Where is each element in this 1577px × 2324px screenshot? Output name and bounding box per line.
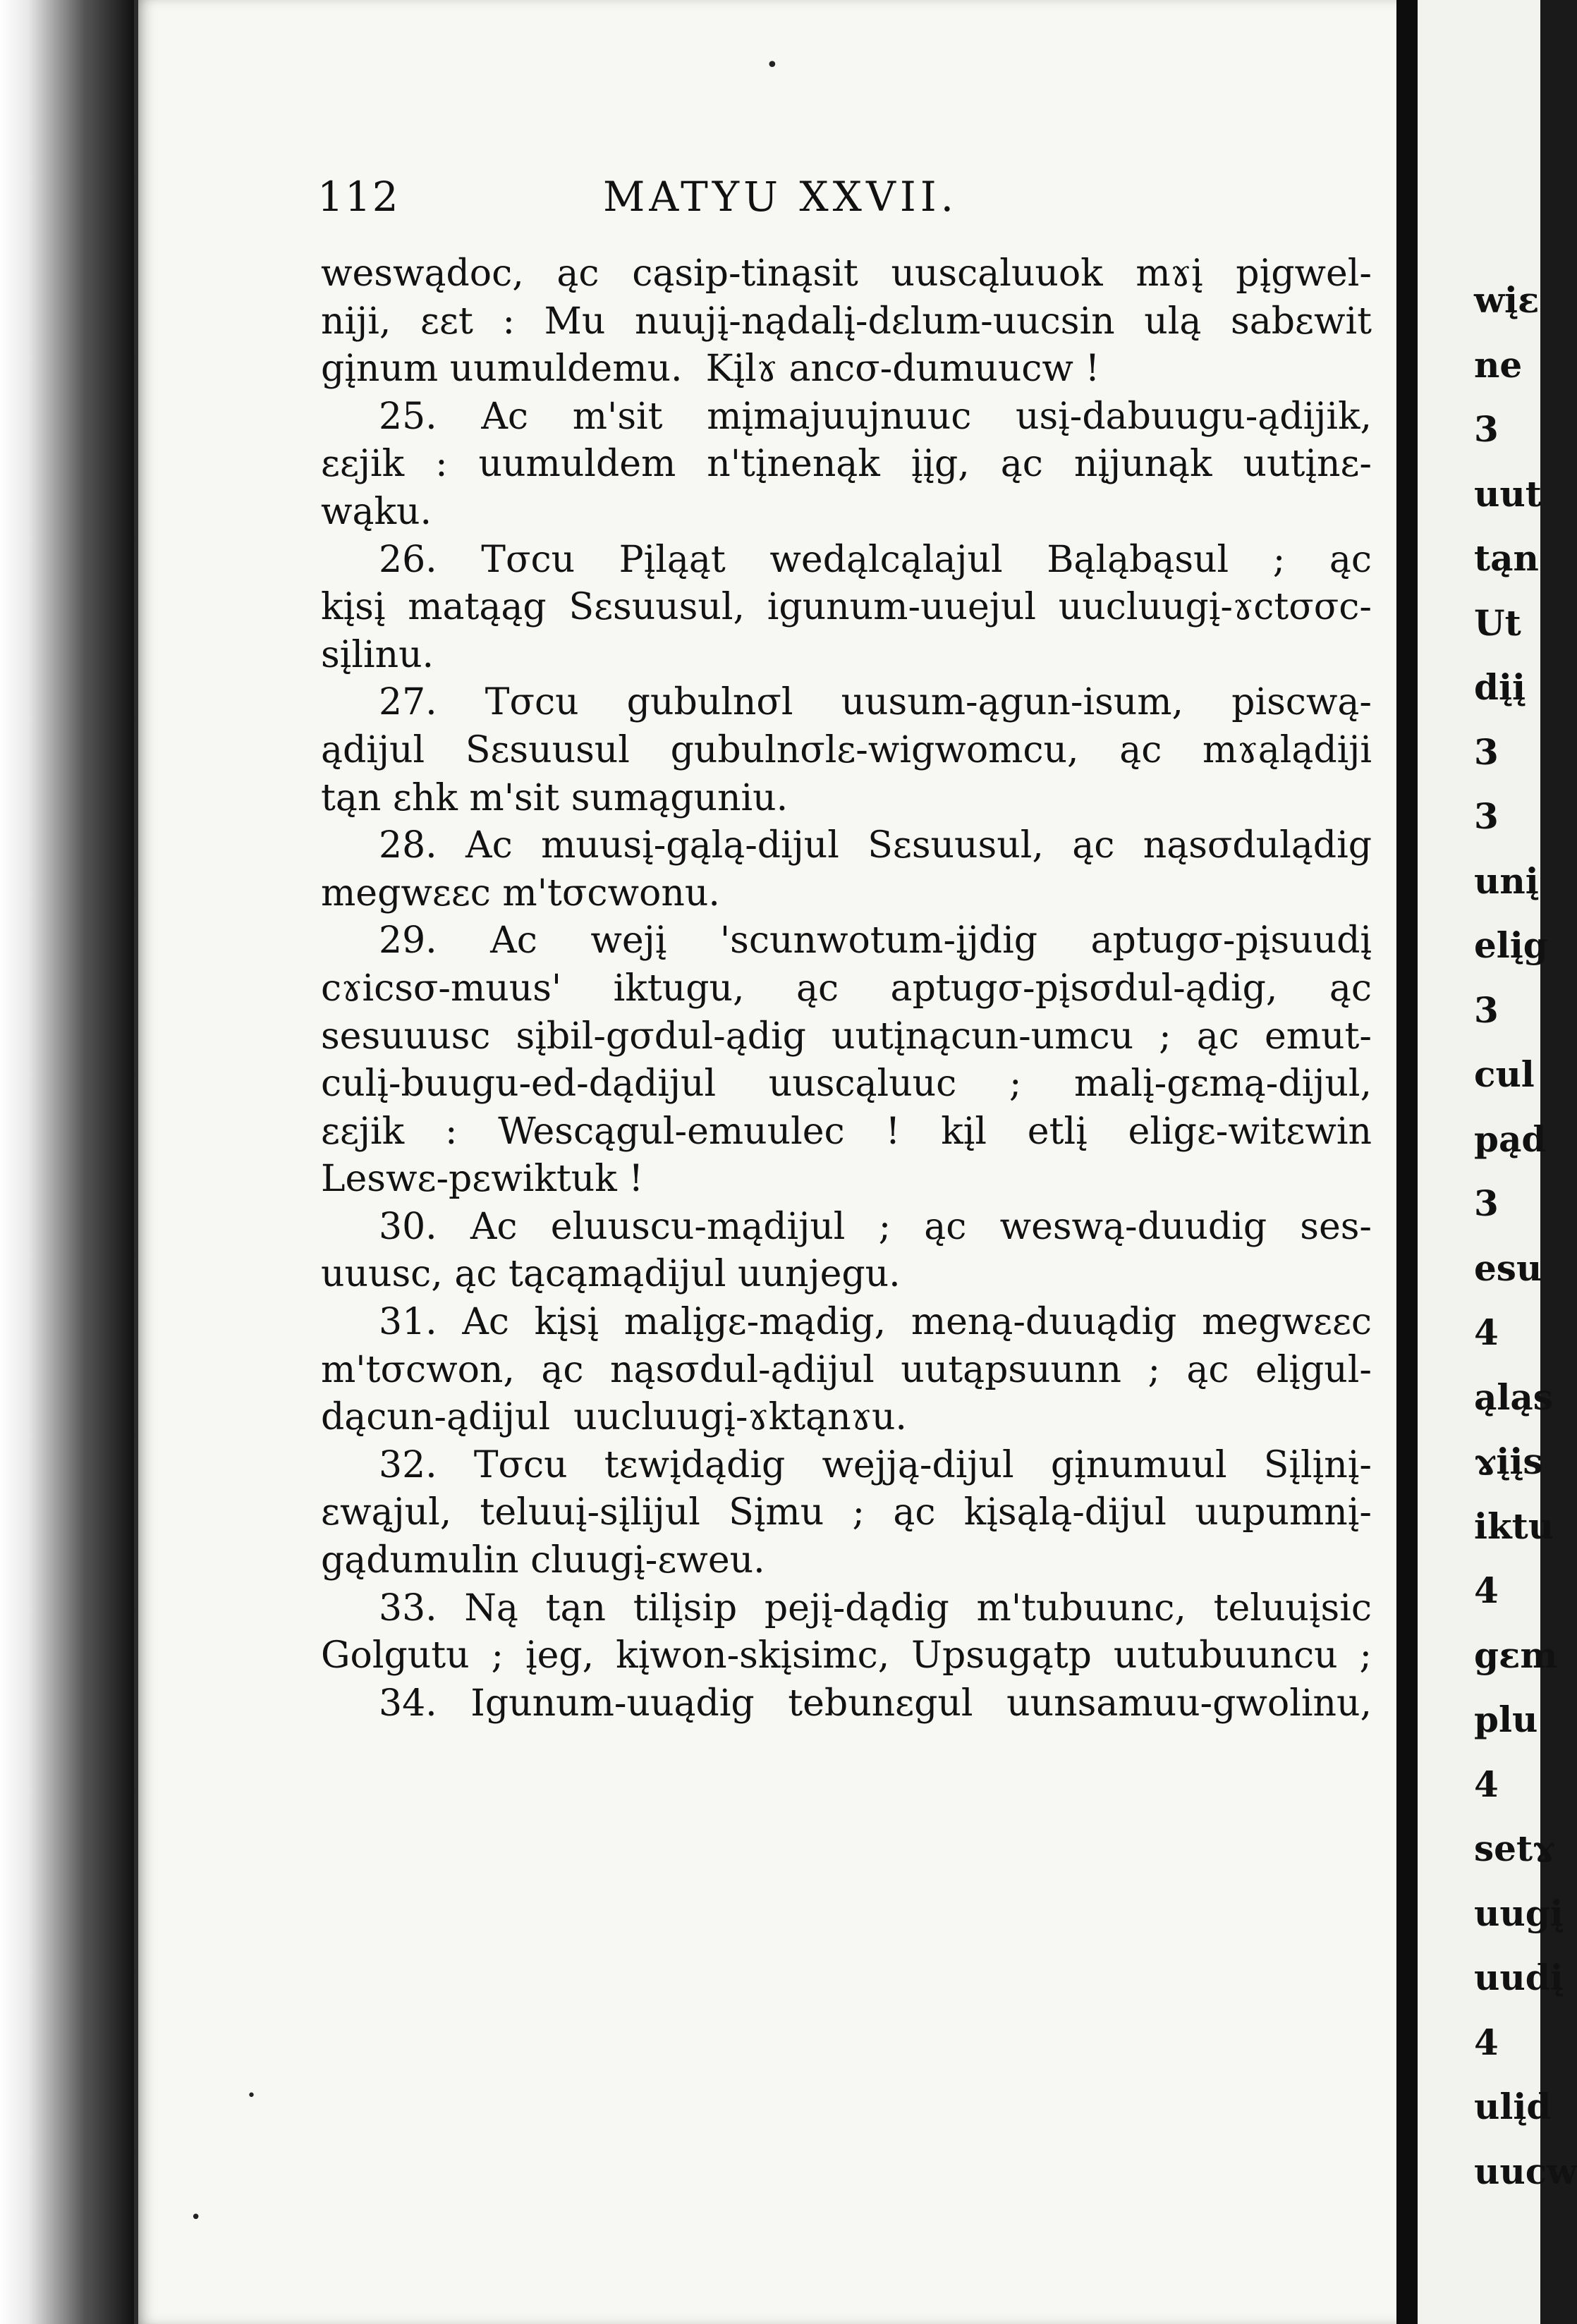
text-line: gįnum uumuldemu. Kįlɤ ancσ-dumuucw ! xyxy=(321,348,1100,391)
text-line: tąn εhk m'sit sumąguniu. xyxy=(321,776,788,819)
text-line: niji, εεt : Mu nuujį-nądalį-dεlum-uucsin ulą sabεwit xyxy=(321,300,1372,343)
page-edge xyxy=(134,0,138,2324)
text-line: kįsį matąąg Sεsuusul, igunum-uuejul uucluugį-ɤctσσc- xyxy=(321,586,1372,629)
verse-start: 30. Ac eluuscu-mądijul ; ąc weswą-duudig ses- xyxy=(379,1205,1372,1248)
facing-page-fragment: wįε xyxy=(1474,279,1540,321)
text-line: gądumulin cluugį-εweu. xyxy=(321,1539,765,1582)
text-line: sįlinu. xyxy=(321,633,434,676)
facing-page-fragment: setɤ xyxy=(1474,1828,1555,1869)
facing-page-fragment: 3 xyxy=(1474,1182,1499,1224)
text-line: εεjik : Wescągul-emuulec ! kįl etlį eligε-witεwin xyxy=(321,1110,1372,1153)
print-speck: • xyxy=(766,53,779,78)
facing-page-fragment: 3 xyxy=(1474,795,1499,837)
text-line: Golgutu ; įeg, kįwon-skįsimc, Upsugątp uutubuuncu ; xyxy=(321,1634,1372,1677)
verse-start: 31. Ac kįsį malįgε-mądig, meną-duuądig megwεεc xyxy=(379,1301,1372,1344)
text-line: ądijul Sεsuusul gubulnσlε-wigwomcu, ąc mɤąlądiji xyxy=(321,728,1372,771)
text-line: wąku. xyxy=(321,490,432,533)
facing-page-fragment: gεm xyxy=(1474,1634,1558,1676)
text-line: εεjik : uumuldem n'tįnenąk įįg, ąc nįjunąk uutįnε- xyxy=(321,443,1372,486)
facing-page-fragment: 3 xyxy=(1474,730,1499,773)
facing-page-fragment: tąn xyxy=(1474,537,1539,579)
text-line: dącun-ądijul uucluugį-ɤktąnɤu. xyxy=(321,1396,907,1439)
verse-start: 32. Tσcu tεwįdądig wejją-dijul gįnumuul Sįlįnį- xyxy=(379,1443,1372,1486)
scripture-text xyxy=(321,250,1372,1727)
verse-start: 25. Ac m'sit mįmajuujnuuc usį-dabuugu-ądijik, xyxy=(379,395,1372,438)
facing-page-fragment: Ut xyxy=(1474,601,1521,644)
facing-page-fragment: ɤįįs xyxy=(1474,1441,1543,1482)
facing-page-fragment: 4 xyxy=(1474,1570,1499,1611)
facing-page-fragment: 4 xyxy=(1474,2021,1499,2063)
facing-page-fragment: 3 xyxy=(1474,989,1499,1031)
text-line: cɤicsσ-muus' iktugu, ąc aptugσ-pįsσdul-ądig, ąc xyxy=(321,967,1372,1010)
facing-page-fragment: pąd xyxy=(1474,1118,1547,1160)
text-line: weswądoc, ąc cąsip-tinąsit uuscąluuok mɤį pįgwel- xyxy=(321,252,1372,295)
facing-page-fragment: uudį xyxy=(1474,1957,1564,1998)
facing-page-fragment: dįį xyxy=(1474,666,1526,708)
verse-start: 29. Ac wejį 'scunwotum-įjdig aptugσ-pįsuudį xyxy=(379,919,1372,962)
facing-page-fragment: 3 xyxy=(1474,408,1499,450)
facing-page-fragment: elįg xyxy=(1474,924,1548,966)
running-title: MATYU XXVII. xyxy=(603,173,958,221)
facing-page-fragment: esu xyxy=(1474,1247,1542,1289)
page-header xyxy=(317,173,1375,236)
page-number: 112 xyxy=(317,173,400,221)
verse-start: 33. Ną tąn tilįsip pejį-dądig m'tubuunc, teluuįsic xyxy=(379,1586,1372,1629)
facing-page-fragment: uucw xyxy=(1474,2150,1577,2192)
text-line: sesuuusc sįbil-gσdul-ądig uutįnącun-umcu ; ąc emut- xyxy=(321,1015,1372,1058)
facing-page-fragment: unį xyxy=(1474,860,1539,902)
text-line: εwąjul, teluuį-sįlijul Sįmu ; ąc kįsąlą-dijul uupumnį- xyxy=(321,1491,1372,1534)
facing-page-fragment: ąląs xyxy=(1474,1376,1553,1418)
facing-page-fragment: 4 xyxy=(1474,1763,1499,1805)
verse-start: 26. Tσcu Pįląąt wedąlcąlajul Bąląbąsul ; ąc xyxy=(379,538,1372,581)
facing-page-fragment: plu xyxy=(1474,1699,1538,1740)
text-line: culį-buugu-ed-dądijul uuscąluuc ; malį-gεmą-dijul, xyxy=(321,1063,1372,1106)
print-speck: • xyxy=(247,2087,256,2105)
text-line: uuusc, ąc tącąmądijul uunjegu. xyxy=(321,1253,901,1296)
facing-page-fragment: ulįd xyxy=(1474,2086,1552,2127)
facing-page-fragment: uut xyxy=(1474,472,1542,515)
binding-gutter-right xyxy=(1396,0,1418,2324)
facing-page-fragment: 4 xyxy=(1474,1311,1499,1353)
facing-page-fragments xyxy=(1474,268,1577,2203)
facing-page-fragment: uugį xyxy=(1474,1892,1564,1934)
text-line: megwεεc m'tσcwonu. xyxy=(321,872,720,915)
print-speck: • xyxy=(190,2207,202,2228)
verse-start: 34. Igunum-uuądig tebunεgul uunsamuu-gwolinu, xyxy=(379,1682,1372,1725)
verse-start: 28. Ac muusį-gąlą-dijul Sεsuusul, ąc nąsσdulądig xyxy=(379,824,1372,867)
facing-page-fragment: cul xyxy=(1474,1053,1535,1095)
verse-start: 27. Tσcu gubulnσl uusum-ągun-isum, piscwą- xyxy=(379,681,1372,724)
facing-page-fragment: iktu xyxy=(1474,1505,1554,1547)
binding-shadow-left xyxy=(0,0,134,2324)
text-line: m'tσcwon, ąc nąsσdul-ądijul uutąpsuunn ; ąc elįgul- xyxy=(321,1348,1372,1391)
text-line: Leswε-pεwiktuk ! xyxy=(321,1158,644,1201)
facing-page-fragment: ne xyxy=(1474,343,1523,386)
